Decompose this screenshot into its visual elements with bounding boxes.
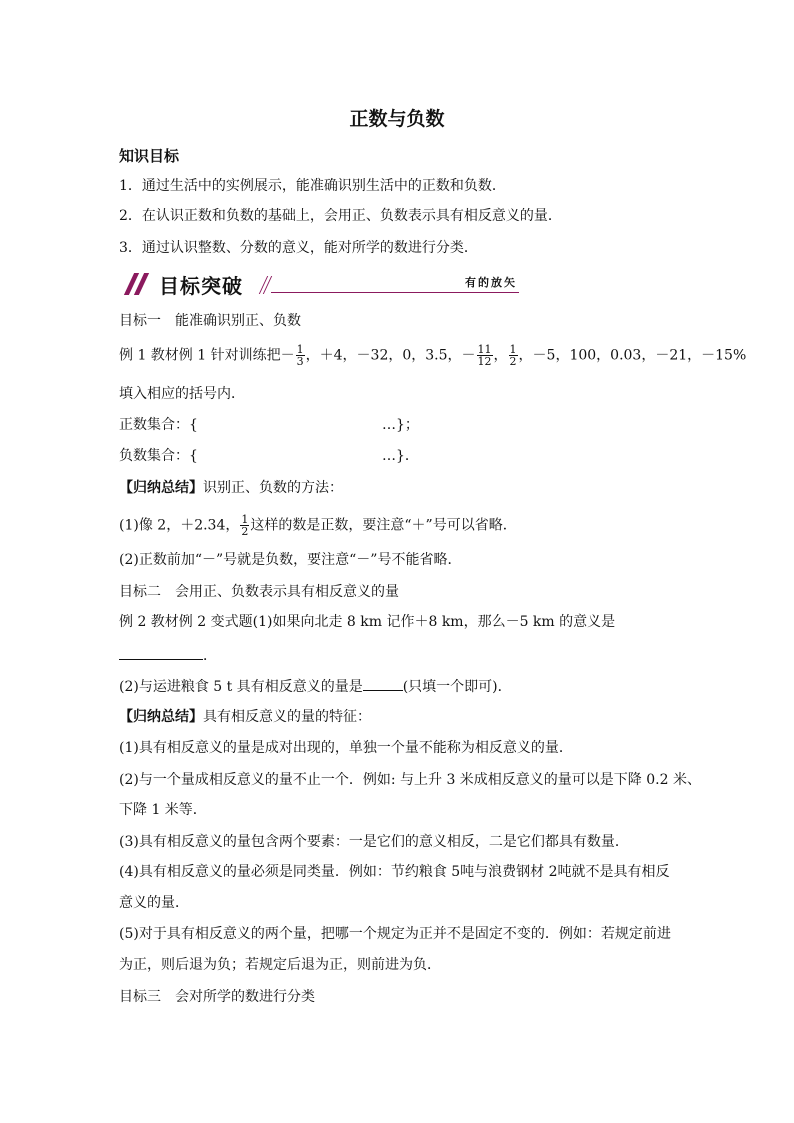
example1-line: 例 1 教材例 1 针对训练把－ $\frac{1}{3}$ ，＋4，－32，0，3.5，－ $\frac{11}{12}$ ， $\frac{1}{2}$ ，－5，100，0.03，－21，－15% — [119, 343, 747, 368]
example1-tail: ，－5，100，0.03，－21，－15% — [518, 347, 747, 364]
summary1-point1: (1)像 2，＋2.34， $\frac{1}{2}$ 这样的数是正数，要注意“＋”号可以省略． — [119, 513, 517, 538]
summary2 — [119, 707, 371, 727]
summary2-point: (1)具有相反意义的量是成对出现的，单独一个量不能称为相反意义的量． — [119, 740, 573, 756]
summary2-point: 意义的量． — [119, 895, 189, 911]
page-title: 正数与负数 — [349, 108, 445, 130]
summary2-point: 为正，则后退为负；若规定后退为正，则前进为负． — [119, 957, 441, 973]
summary1-point2: (2)正数前加“－”号就是负数，要注意“－”号不能省略． — [119, 552, 462, 568]
banner-rule — [271, 292, 519, 293]
section-banner — [119, 270, 519, 296]
summary2-point: (5)对于具有相反意义的两个量，把哪一个规定为正并不是固定不变的．例如：若规定前进 — [119, 926, 671, 942]
negative-set-end: …}． — [382, 448, 419, 464]
objectives-heading: 知识目标 — [119, 147, 180, 165]
summary2-point: 下降 1 米等． — [119, 802, 207, 818]
goal3-heading: 目标三 会对所学的数进行分类 — [119, 989, 315, 1005]
fraction: $\frac{1}{3}$ — [296, 343, 304, 368]
objective-item-1: 1．通过生活中的实例展示，能准确识别生活中的正数和负数． — [119, 178, 506, 194]
goal1-heading: 目标一 能准确识别正、负数 — [119, 313, 301, 329]
negative-set-label: 负数集合：{ — [119, 448, 198, 464]
example1-line2: 填入相应的括号内． — [119, 386, 245, 402]
fraction: $\frac{1}{2}$ — [509, 343, 517, 368]
summary2-text: 具有相反意义的量的特征： — [203, 709, 371, 725]
example1-prefix: 例 1 教材例 1 针对训练把－ — [119, 347, 295, 364]
answer-blank[interactable] — [119, 645, 203, 660]
objective-item-2: 2．在认识正数和负数的基础上，会用正、负数表示具有相反意义的量． — [119, 208, 562, 224]
summary2-point: (3)具有相反意义的量包含两个要素：一是它们的意义相反，二是它们都具有数量． — [119, 834, 629, 850]
fraction: $\frac{11}{12}$ — [477, 343, 492, 368]
positive-set-label: 正数集合：{ — [119, 417, 198, 433]
answer-blank[interactable] — [363, 676, 403, 691]
example2-line1: 例 2 教材例 2 变式题(1)如果向北走 8 km 记作＋8 km，那么－5 km 的意义是 — [119, 614, 616, 630]
positive-set-end: …}； — [382, 417, 419, 433]
example2-answer-line: ． — [119, 645, 217, 666]
summary2-point: (2)与一个量成相反意义的量不止一个．例如: 与上升 3 米成相反意义的量可以是下降 0.2 米、 — [119, 772, 701, 788]
banner-title: 目标突破 — [159, 274, 243, 298]
objective-item-3: 3．通过认识整数、分数的意义，能对所学的数进行分类． — [119, 240, 478, 256]
goal2-heading: 目标二 会用正、负数表示具有相反意义的量 — [119, 584, 399, 600]
example1-mid: ，＋4，－32，0，3.5，－ — [305, 347, 476, 364]
fraction: $\frac{1}{2}$ — [241, 513, 249, 538]
summary2-point: (4)具有相反意义的量必须是同类量．例如：节约粮食 5吨与浪费钢材 2吨就不是具有相反 — [119, 864, 670, 880]
banner-tag: 有的放矢 — [465, 276, 517, 289]
summary1-title: 【归纳总结】 — [119, 480, 203, 496]
summary1 — [119, 478, 343, 498]
example2-part2: (2)与运进粮食 5 t 具有相反意义的量是 (只填一个即可)． — [119, 676, 512, 697]
summary2-title: 【归纳总结】 — [119, 709, 203, 725]
summary1-text: 识别正、负数的方法： — [203, 480, 343, 496]
